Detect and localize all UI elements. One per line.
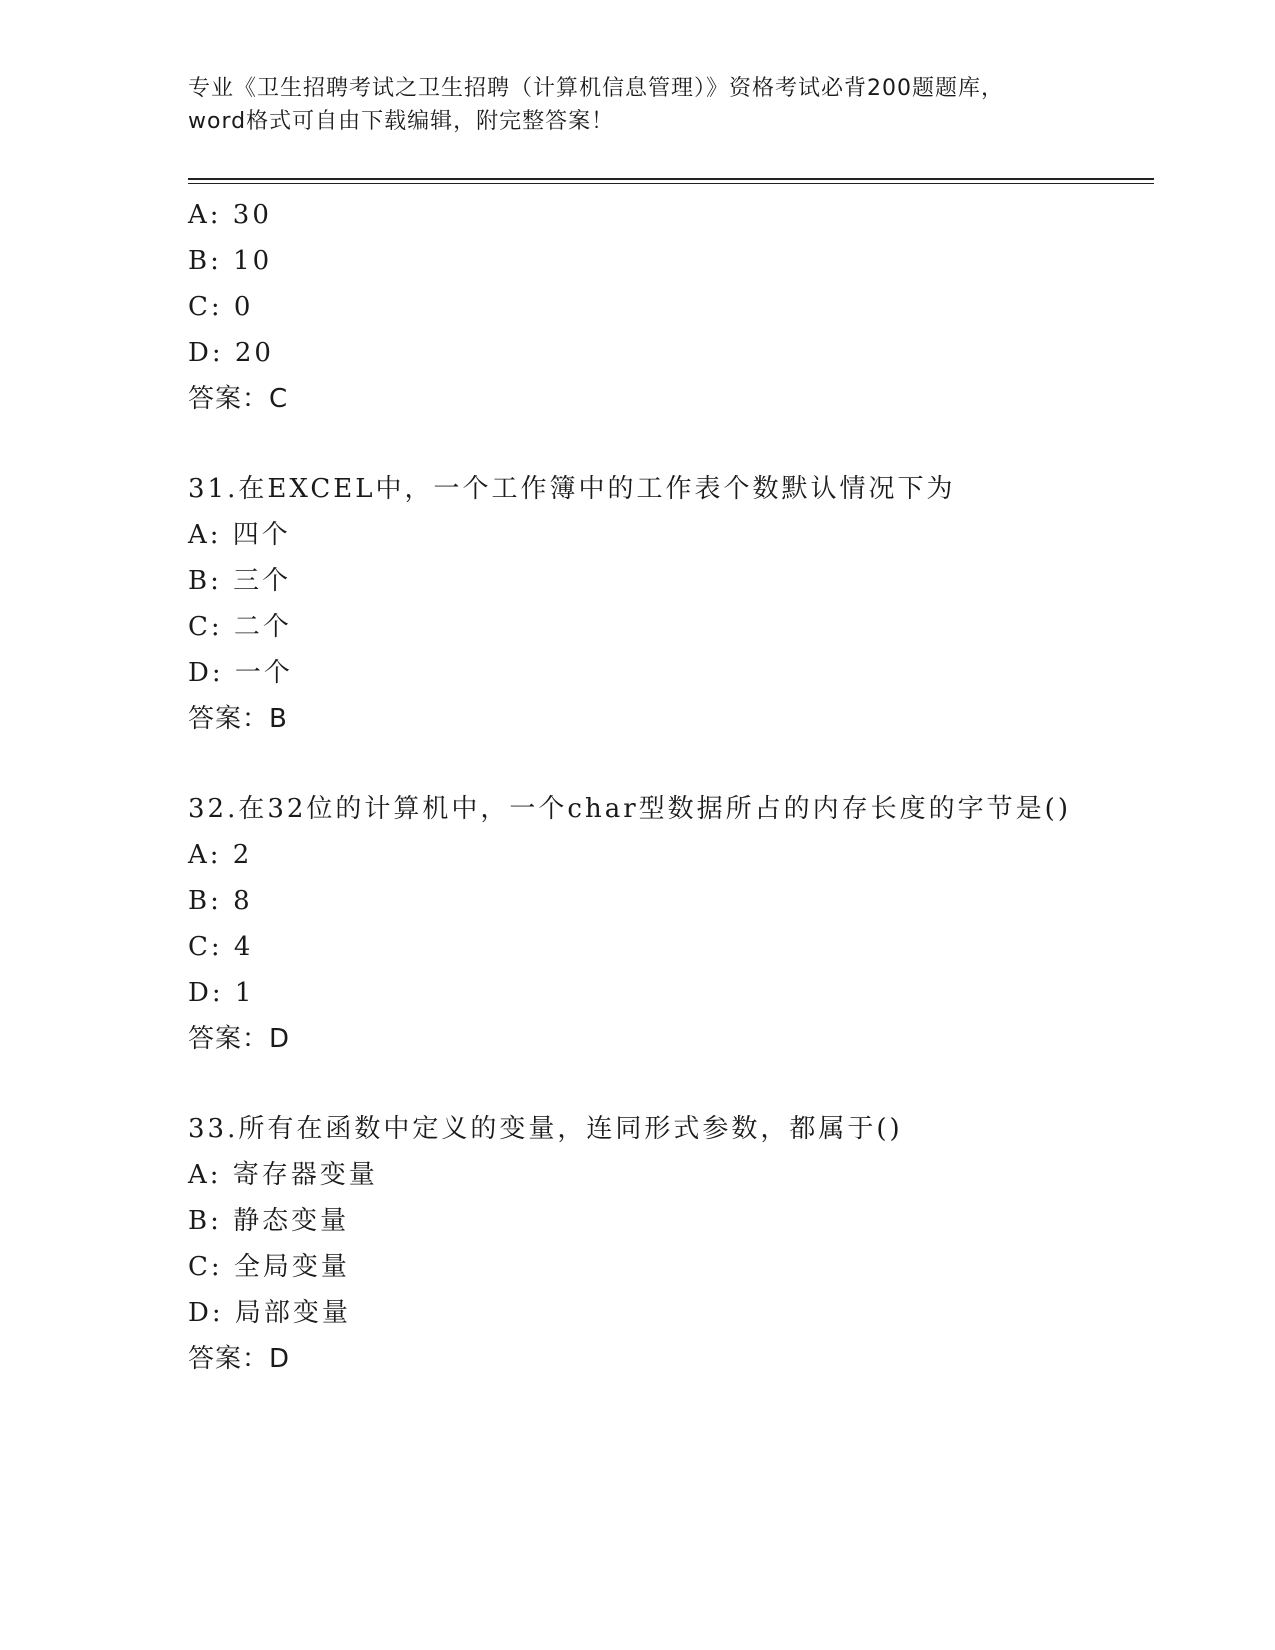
option-d: D: 20 <box>188 338 274 368</box>
option-a: A: 四个 <box>188 520 291 550</box>
block-spacer <box>188 1062 1148 1106</box>
question-block-30 <box>188 192 1148 422</box>
option-d: D: 一个 <box>188 658 293 688</box>
answer-line: 答案：B <box>188 704 288 734</box>
answer-line: 答案：D <box>188 1024 291 1054</box>
option-d: D: 1 <box>188 978 255 1008</box>
question-text: 32.在32位的计算机中，一个char型数据所占的内存长度的字节是() <box>188 794 1071 824</box>
header-divider <box>188 178 1154 184</box>
option-b: B: 三个 <box>188 566 292 596</box>
option-c: C: 全局变量 <box>188 1252 350 1282</box>
block-spacer <box>188 422 1148 466</box>
question-block-33 <box>188 1106 1148 1382</box>
option-d: D: 局部变量 <box>188 1298 351 1328</box>
option-b: B: 10 <box>188 246 273 276</box>
question-list <box>188 192 1148 1382</box>
question-text: 31.在EXCEL中，一个工作簿中的工作表个数默认情况下为 <box>188 474 956 504</box>
option-a: A: 30 <box>188 200 272 230</box>
header-line-2: word格式可自由下载编辑，附完整答案！ <box>188 109 615 134</box>
option-c: C: 二个 <box>188 612 292 642</box>
option-c: C: 0 <box>188 292 254 322</box>
option-b: B: 静态变量 <box>188 1206 350 1236</box>
header-line-1: 专业《卫生招聘考试之卫生招聘（计算机信息管理）》资格考试必背200题题库， <box>188 76 1004 101</box>
option-a: A: 2 <box>188 840 253 870</box>
option-c: C: 4 <box>188 932 254 962</box>
answer-line: 答案：C <box>188 384 289 414</box>
option-b: B: 8 <box>188 886 253 916</box>
answer-line: 答案：D <box>188 1344 291 1374</box>
question-text: 33.所有在函数中定义的变量，连同形式参数，都属于() <box>188 1114 903 1144</box>
question-block-32 <box>188 786 1148 1062</box>
document-header <box>188 72 1088 138</box>
option-a: A: 寄存器变量 <box>188 1160 378 1190</box>
question-block-31 <box>188 466 1148 742</box>
block-spacer <box>188 742 1148 786</box>
